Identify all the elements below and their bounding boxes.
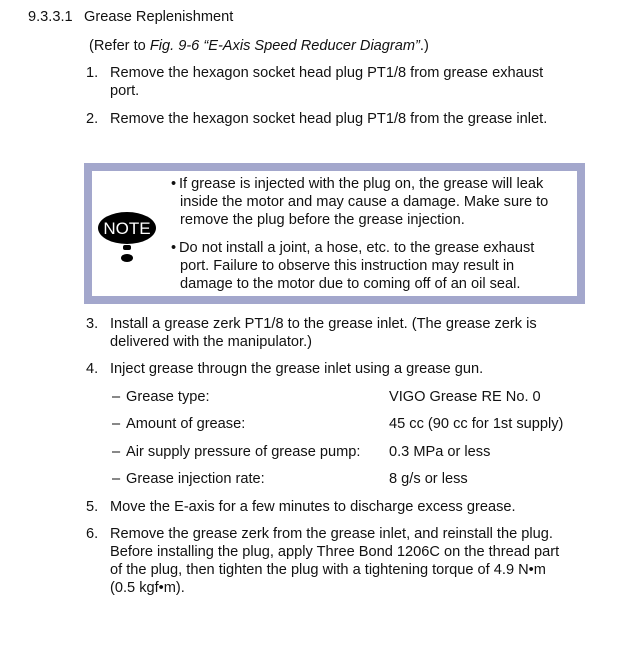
step-text-line: Remove the grease zerk from the grease inlet, and reinstall the plug. bbox=[110, 526, 553, 542]
spec-value: 45 cc (90 cc for 1st supply) bbox=[389, 416, 564, 432]
spec-dash: – bbox=[112, 444, 121, 460]
note-bullet: • bbox=[171, 240, 177, 256]
step-text-line: (0.5 kgf•m). bbox=[110, 580, 185, 596]
section-number: 9.3.3.1 bbox=[28, 9, 73, 25]
spec-dash: – bbox=[112, 471, 121, 487]
spec-label: Grease type: bbox=[126, 389, 210, 405]
note-icon bbox=[95, 209, 159, 263]
note-box bbox=[84, 163, 585, 304]
note-text-line: port. Failure to observe this instruction may result in bbox=[180, 258, 515, 274]
section-title: Grease Replenishment bbox=[84, 9, 234, 25]
note-label: NOTE bbox=[103, 219, 151, 238]
step-text-line: Move the E-axis for a few minutes to discharge excess grease. bbox=[110, 499, 516, 515]
step-text-line: port. bbox=[110, 83, 140, 99]
step-number: 1. bbox=[86, 65, 99, 81]
step-number: 5. bbox=[86, 499, 99, 515]
spec-label: Amount of grease: bbox=[126, 416, 246, 432]
spec-label: Grease injection rate: bbox=[126, 471, 265, 487]
note-text-line: damage to the motor due to coming off of an oil seal. bbox=[180, 276, 521, 292]
note-text-line: inside the motor and may cause a damage. Make sure to bbox=[180, 194, 549, 210]
step-text-line: Remove the hexagon socket head plug PT1/8 from grease exhaust bbox=[110, 65, 544, 81]
step-number: 4. bbox=[86, 361, 99, 377]
spec-dash: – bbox=[112, 416, 121, 432]
figure-reference-link: Fig. 9-6 “E-Axis Speed Reducer Diagram” bbox=[149, 38, 420, 54]
step-number: 2. bbox=[86, 111, 99, 127]
spec-value: 0.3 MPa or less bbox=[389, 444, 491, 460]
step-text-line: delivered with the manipulator.) bbox=[110, 334, 312, 350]
spec-label: Air supply pressure of grease pump: bbox=[126, 444, 361, 460]
step-text-line: Before installing the plug, apply Three Bond 1206C on the thread part bbox=[110, 544, 560, 560]
note-text-line: If grease is injected with the plug on, the grease will leak bbox=[179, 176, 544, 192]
note-text-line: remove the plug before the grease injection. bbox=[180, 212, 465, 228]
spec-value: 8 g/s or less bbox=[389, 471, 468, 487]
step-text-line: Inject grease througn the grease inlet using a grease gun. bbox=[110, 361, 484, 377]
spec-dash: – bbox=[112, 389, 121, 405]
step-text-line: of the plug, then tighten the plug with a tightening torque of 4.9 N•m bbox=[110, 562, 546, 578]
note-content bbox=[92, 171, 577, 296]
note-bullet: • bbox=[171, 176, 177, 192]
spec-value: VIGO Grease RE No. 0 bbox=[389, 389, 541, 405]
note-text-line: Do not install a joint, a hose, etc. to the grease exhaust bbox=[179, 240, 535, 256]
step-number: 6. bbox=[86, 526, 99, 542]
step-text-line: Remove the hexagon socket head plug PT1/8 from the grease inlet. bbox=[110, 111, 548, 127]
step-text-line: Install a grease zerk PT1/8 to the grease inlet. (The grease zerk is bbox=[110, 316, 537, 332]
figure-reference: (Refer to Fig. 9-6 “E-Axis Speed Reducer Diagram”.) bbox=[89, 38, 429, 54]
step-number: 3. bbox=[86, 316, 99, 332]
